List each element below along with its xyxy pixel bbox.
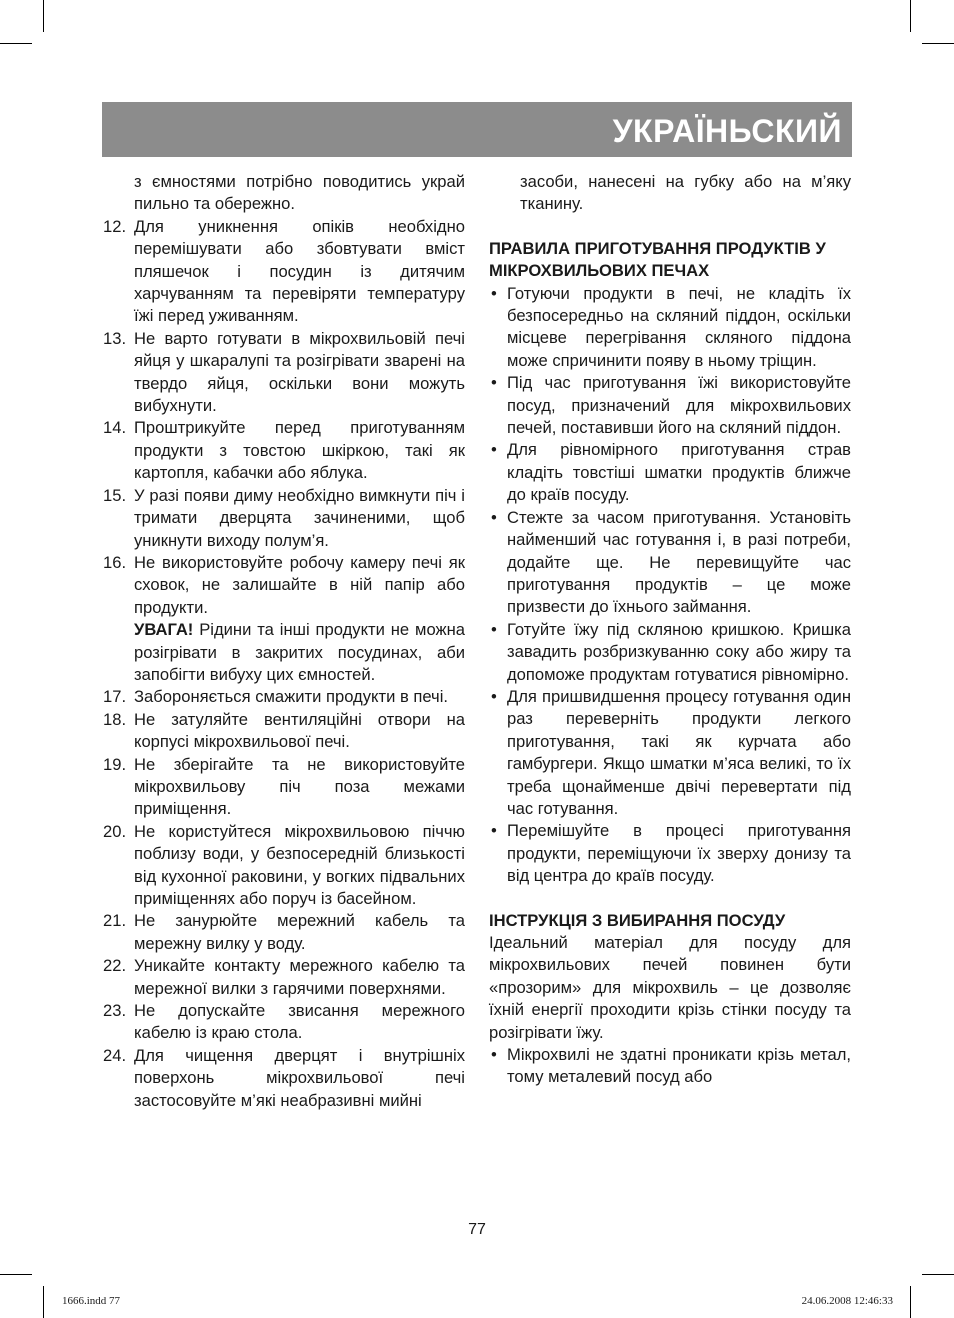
item-number: 24. bbox=[103, 1045, 127, 1065]
item-text: Не використовуйте робочу камеру печі як сховок, не залишайте в ній папір або продукти. bbox=[134, 552, 465, 617]
item-text: Не допускайте звисання мережного кабелю із краю стола. bbox=[134, 1001, 465, 1043]
list-item bbox=[103, 754, 465, 821]
bullet-text: Стежте за часом приготування. Установіть найменший час готування і, в разі потреби, додайте ще. Не перевищуйте час приготування продуктів – це може призвести до їхнього займання. bbox=[507, 507, 851, 617]
bullet-item bbox=[489, 820, 851, 887]
footer-file-info: 1666.indd 77 bbox=[62, 1295, 121, 1307]
language-header-bar bbox=[102, 102, 852, 157]
bullet-item bbox=[489, 372, 851, 439]
language-title: УКРАЇНЬСКИЙ bbox=[612, 113, 842, 149]
bullet-icon: • bbox=[491, 440, 497, 460]
crop-mark bbox=[43, 0, 44, 32]
item-text: Не варто готувати в мікрохвильовій печі яйця у шкаралупі та розігрівати зварені на твердо яйця, оскільки вони можуть вибухнути. bbox=[134, 328, 465, 416]
item-number: 15. bbox=[103, 485, 127, 505]
item-number: 13. bbox=[103, 328, 127, 348]
item-text: Не користуйтеся мікрохвильовою піччю поблизу води, у безпосередній близькості від кухонної раковини, у вогких підвальних приміщеннях або поруч із басейном. bbox=[134, 821, 465, 908]
section-heading-cookware: ІНСТРУКЦІЯ З ВИБИРАННЯ ПОСУДУ bbox=[489, 910, 786, 930]
cookware-paragraph: Ідеальний матеріал для посуду для мікрохвильових печей повинен бути «прозорим» для мікрохвиль – це дозволяє їхній енергії проходити крізь стінки посуду та розігрівати їжу. bbox=[489, 933, 851, 1042]
crop-mark bbox=[0, 1274, 32, 1275]
item-text: У разі появи диму необхідно вимкнути піч і тримати дверцята зачиненими, щоб уникнути виходу полум’я. bbox=[134, 485, 465, 550]
item-number: 14. bbox=[103, 418, 127, 438]
bullet-item bbox=[489, 507, 851, 619]
bullet-icon: • bbox=[491, 373, 497, 393]
item-text: Не зберігайте та не використовуйте мікрохвильову піч поза межами приміщення. bbox=[134, 754, 465, 819]
list-item bbox=[103, 686, 465, 708]
footer-timestamp: 24.06.2008 12:46:33 bbox=[801, 1295, 893, 1307]
bullet-list bbox=[489, 283, 851, 888]
bullet-text: Готуючи продукти в печі, не кладіть їх безпосередньо на скляний піддон, оскільки місцеве перегрівання скляного піддона може спричинити появу в ньому тріщин. bbox=[507, 283, 851, 370]
item-text: Не затуляйте вентиляційні отвори на корпусі мікрохвильової печі. bbox=[134, 709, 465, 752]
list-item bbox=[103, 417, 465, 484]
crop-mark bbox=[43, 1286, 44, 1318]
numbered-list bbox=[103, 216, 465, 619]
crop-mark bbox=[922, 43, 954, 44]
bullet-text: Мікрохвилі не здатні проникати крізь метал, тому металевий посуд або bbox=[507, 1045, 851, 1087]
warning-note bbox=[103, 619, 465, 686]
bullet-text: Під час приготування їжі використовуйте посуд, призначений для мікрохвильових печей, поставивши його на скляний піддон. bbox=[507, 373, 851, 438]
page-number: 77 bbox=[468, 1221, 486, 1238]
item-text: Забороняється смажити продукти в печі. bbox=[134, 687, 448, 707]
item-number: 21. bbox=[103, 911, 127, 931]
list-item bbox=[103, 216, 465, 328]
item-number: 20. bbox=[103, 821, 127, 841]
crop-mark bbox=[0, 43, 32, 44]
continuation-text: засоби, нанесені на губку або на м’яку тканину. bbox=[520, 172, 851, 214]
right-column bbox=[489, 171, 851, 1089]
item-text: Уникайте контакту мережного кабелю та мережної вилки з гарячими поверхнями. bbox=[134, 956, 465, 998]
list-item bbox=[103, 709, 465, 754]
item-text: Не занурюйте мережний кабель та мережну вилку у воду. bbox=[134, 911, 465, 953]
item-text: Для уникнення опіків необхідно перемішувати або збовтувати вміст пляшечок і посудин із дитячим харчуванням та перевіряти температуру їжі перед уживанням. bbox=[134, 216, 465, 326]
bullet-icon: • bbox=[491, 1045, 497, 1065]
bullet-list bbox=[489, 1044, 851, 1089]
bullet-item bbox=[489, 686, 851, 820]
warning-label: УВАГА! bbox=[134, 620, 194, 640]
bullet-text: Для рівномірного приготування страв кладіть товстіші шматки продуктів ближче до країв посуду. bbox=[507, 440, 851, 505]
warning-text: Рідини та інші продукти не можна розігрівати в закритих посудинах, аби запобігти вибуху цих ємностей. bbox=[134, 620, 465, 684]
bullet-item bbox=[489, 283, 851, 373]
item-number: 18. bbox=[103, 709, 127, 729]
bullet-icon: • bbox=[491, 507, 497, 527]
item-text: Проштрикуйте перед приготуванням продукти з товстою шкіркою, такі як картопля, кабачки або яблука. bbox=[134, 418, 465, 483]
item-number: 23. bbox=[103, 1001, 127, 1021]
list-item bbox=[103, 552, 465, 619]
list-item bbox=[103, 955, 465, 1000]
left-column bbox=[103, 171, 465, 1112]
item-text: Для чищення дверцят і внутрішніх поверхонь мікрохвильової печі застосовуйте м’які неабразивні мийні bbox=[134, 1045, 465, 1110]
bullet-icon: • bbox=[491, 619, 497, 639]
bullet-item bbox=[489, 619, 851, 686]
bullet-item bbox=[489, 1044, 851, 1089]
item-number: 22. bbox=[103, 956, 127, 976]
bullet-item bbox=[489, 439, 851, 506]
crop-mark bbox=[910, 0, 911, 32]
section-heading-cooking-rules: ПРАВИЛА ПРИГОТУВАННЯ ПРОДУКТІВ У МІКРОХВИЛЬОВИХ ПЕЧАХ bbox=[489, 238, 826, 281]
list-item bbox=[103, 328, 465, 418]
item-number: 19. bbox=[103, 754, 127, 774]
bullet-text: Для пришвидшення процесу готування один раз переверніть продукти легкого приготування, такі як курчата або гамбургери. Якщо шматки м’яса великі, то їх треба щонайменше двічі перевертати під час готування. bbox=[507, 686, 851, 818]
list-item bbox=[103, 821, 465, 911]
list-item bbox=[103, 910, 465, 955]
bullet-icon: • bbox=[491, 821, 497, 841]
list-item bbox=[103, 1000, 465, 1045]
crop-mark bbox=[910, 1286, 911, 1318]
list-item bbox=[103, 1045, 465, 1112]
list-item bbox=[103, 485, 465, 552]
bullet-icon: • bbox=[491, 686, 497, 706]
bullet-icon: • bbox=[491, 283, 497, 303]
item-number: 17. bbox=[103, 687, 127, 707]
continuation-text: з ємностями потрібно поводитись украй пильно та обережно. bbox=[134, 172, 465, 214]
bullet-text: Перемішуйте в процесі приготування продукти, переміщуючи їх зверху донизу та від центра до країв посуду. bbox=[507, 821, 851, 886]
numbered-list bbox=[103, 686, 465, 1112]
bullet-text: Готуйте їжу під скляною кришкою. Кришка завадить розбризкуванню соку або жиру та допоможе продуктам готуватися рівномірно. bbox=[507, 619, 851, 684]
item-number: 16. bbox=[103, 552, 127, 572]
crop-mark bbox=[922, 1274, 954, 1275]
item-number: 12. bbox=[103, 216, 127, 236]
